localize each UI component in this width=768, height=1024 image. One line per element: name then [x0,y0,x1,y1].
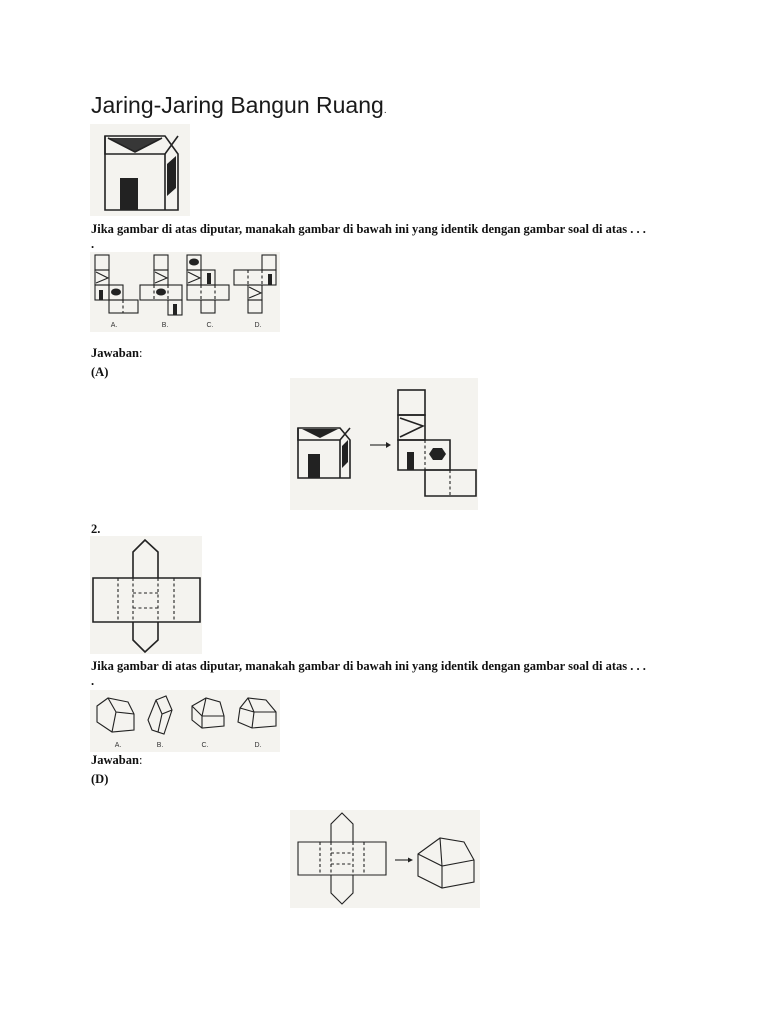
question2-options-figure [90,690,280,752]
question1-answer-label: Jawaban: [91,346,143,360]
option-label: D. [254,322,262,329]
question2-number: 2. [91,522,101,536]
option-label: C. [206,322,214,329]
question2-text: Jika gambar di atas diputar, manakah gambar di bawah ini yang identik dengan gambar soal di atas . . . . [91,659,646,688]
option-label: B. [161,322,169,329]
option-label: D. [254,742,262,749]
question1-answer: (A) [91,365,109,379]
question1-options-figure [90,252,280,332]
question2-answer: (D) [91,772,109,786]
page-title: Jaring-Jaring Bangun Ruang. [91,92,387,118]
question2-answer-label: Jawaban: [91,753,143,767]
option-label: B. [156,742,164,749]
option-label: A. [114,742,122,749]
question2-net-figure [90,536,202,654]
option-label: C. [201,742,209,749]
option-label: A. [110,322,118,329]
question1-answer-figure [290,378,478,510]
question1-text: Jika gambar di atas diputar, manakah gambar di bawah ini yang identik dengan gambar soal di atas . . . . [91,222,646,251]
question1-cube-figure [90,124,190,216]
question2-answer-figure [290,810,480,908]
